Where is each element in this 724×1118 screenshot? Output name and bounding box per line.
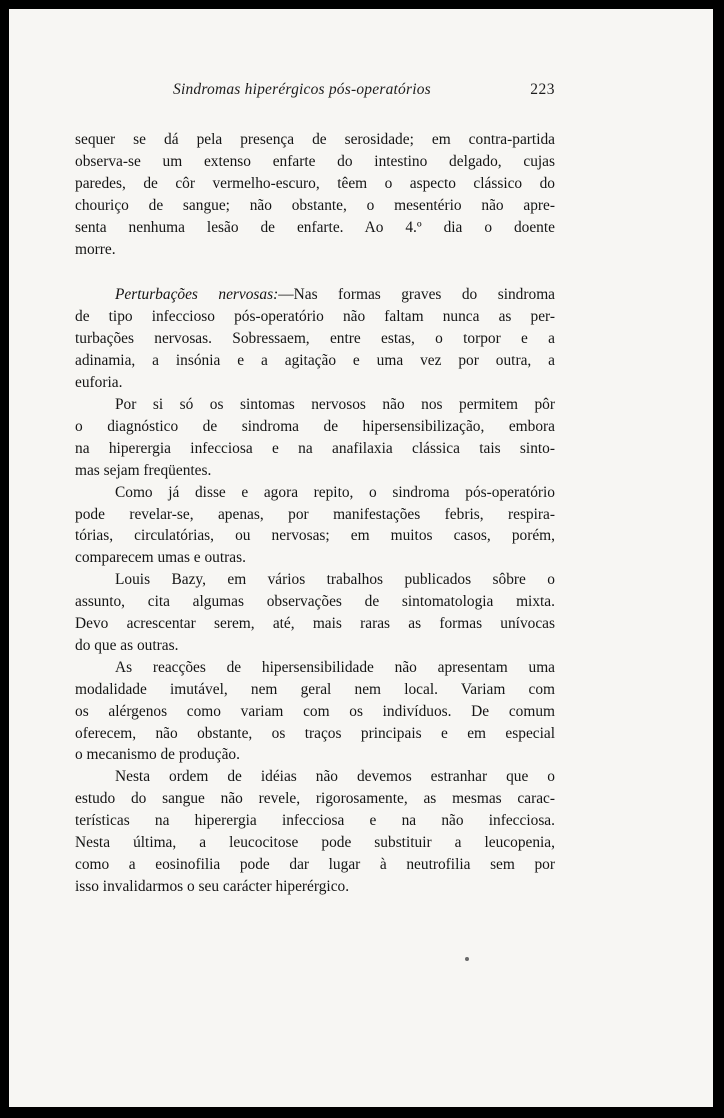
text-line xyxy=(75,284,555,306)
text-line: morre. xyxy=(75,240,116,258)
paragraph xyxy=(75,569,555,657)
text-line: sequer se dá pela presença de serosidade; em contra-partida xyxy=(75,131,555,148)
paragraph-gap xyxy=(75,260,555,284)
text-line: Por si só os sintomas nervosos não nos permitem pôr xyxy=(115,395,555,413)
text-line: mas sejam freqüentes. xyxy=(75,461,212,479)
paragraph xyxy=(75,766,555,897)
text-line: Nesta última, a leucocitose pode substituir a leucopenia, xyxy=(75,834,555,852)
paragraph xyxy=(75,657,555,767)
text-line: Como já disse e agora repito, o sindroma pós-operatório xyxy=(115,483,555,501)
text-line: de tipo infeccioso pós-operatório não faltam nunca as per- xyxy=(75,308,555,326)
body-text xyxy=(75,129,555,898)
section-lead-rest: —Nas formas graves do sindroma xyxy=(278,286,556,304)
page-number: 223 xyxy=(530,81,555,98)
text-line: tórias, circulatórias, ou nervosas; em muitos casos, porém, xyxy=(75,527,555,545)
running-head xyxy=(69,81,555,105)
text-line: Devo acrescentar serem, até, mais raras as formas unívocas xyxy=(75,615,555,633)
text-line: senta nenhuma lesão de enfarte. Ao 4.º dia o doente xyxy=(75,218,555,236)
running-title: Sindromas hiperérgicos pós-operatórios xyxy=(173,81,431,98)
section-lead: Perturbações nervosas: xyxy=(115,286,279,304)
text-line: como a eosinofilia pode dar lugar à neutrofilia sem por xyxy=(75,856,555,873)
text-line: terísticas na hiperergia infecciosa e na não infecciosa. xyxy=(75,812,555,830)
paragraph xyxy=(75,482,555,570)
text-line: turbações nervosas. Sobressaem, entre estas, o torpor e a xyxy=(75,330,555,348)
text-line: euforia. xyxy=(75,374,123,392)
text-line: isso invalidarmos o seu carácter hiperérgico. xyxy=(75,877,350,895)
book-page xyxy=(9,9,713,1107)
text-line: os alérgenos como variam com os indivíduos. De comum xyxy=(75,702,555,720)
text-line: o mecanismo de produção. xyxy=(75,746,240,764)
text-line: As reacções de hipersensibilidade não apresentam uma xyxy=(115,658,555,676)
text-line: Nesta ordem de idéias não devemos estranhar que o xyxy=(115,768,555,786)
text-line: do que as outras. xyxy=(75,636,179,654)
text-line: assunto, cita algumas observações de sintomatologia mixta. xyxy=(75,593,555,611)
text-line: chouriço de sangue; não obstante, o mesentério não apre- xyxy=(75,196,555,214)
text-line: Louis Bazy, em vários trabalhos publicados sôbre o xyxy=(115,571,555,589)
text-line: oferecem, não obstante, os traços principais e em especial xyxy=(75,724,555,742)
text-line: pode revelar-se, apenas, por manifestações febris, respira- xyxy=(75,505,555,523)
text-line: paredes, de côr vermelho-escuro, têem o aspecto clássico do xyxy=(75,174,555,192)
text-line: modalidade imutável, nem geral nem local. Variam com xyxy=(75,680,555,698)
text-line: adinamia, a insónia e a agitação e uma vez por outra, a xyxy=(75,352,555,370)
text-line: na hiperergia infecciosa e na anafilaxia clássica tais sinto- xyxy=(75,439,555,457)
text-line: comparecem umas e outras. xyxy=(75,549,246,567)
ink-speck xyxy=(465,957,469,961)
text-line: observa-se um extenso enfarte do intestino delgado, cujas xyxy=(75,152,555,170)
paragraph xyxy=(75,284,555,394)
paragraph xyxy=(75,394,555,482)
text-line: estudo do sangue não revele, rigorosamente, as mesmas carac- xyxy=(75,790,555,808)
paragraph xyxy=(75,129,555,260)
text-line: o diagnóstico de sindroma de hipersensibilização, embora xyxy=(75,417,555,435)
